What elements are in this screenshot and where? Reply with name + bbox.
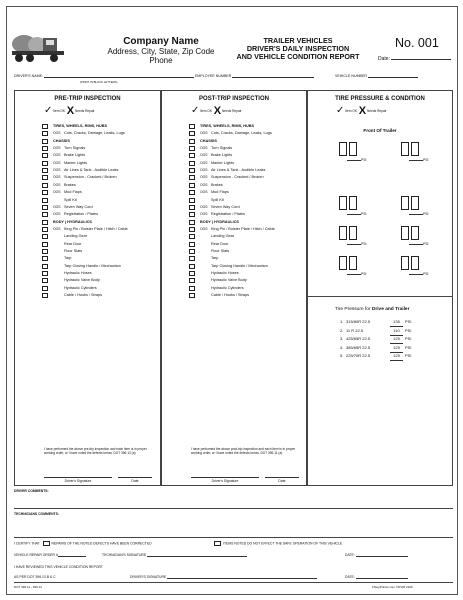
company-name: Company Name	[123, 36, 199, 47]
item-label: Rear Door	[64, 241, 82, 246]
item-checkbox[interactable]	[42, 264, 48, 269]
pressure-unit: PSI	[405, 319, 412, 324]
item-label: Tarp	[64, 256, 72, 261]
tire-icon[interactable]	[339, 196, 347, 210]
tire-icon[interactable]	[411, 256, 419, 270]
item-checkbox[interactable]	[189, 161, 195, 166]
oos-label: OOS	[200, 212, 208, 217]
truck-logo-icon	[10, 30, 68, 64]
vro-field[interactable]	[14, 553, 86, 557]
tire-icon[interactable]	[339, 256, 347, 270]
item-checkbox[interactable]	[189, 286, 195, 291]
tire-icon[interactable]	[411, 196, 419, 210]
item-label: BODY | HYDRAULICS	[53, 219, 92, 224]
tech-date-field[interactable]: DATE:	[345, 553, 408, 557]
legend-ok: Item OK	[53, 108, 65, 113]
tire-icon[interactable]	[349, 142, 357, 156]
tire-icon[interactable]	[339, 226, 347, 240]
legend-ok: Item OK	[200, 108, 212, 113]
item-checkbox[interactable]	[42, 256, 48, 261]
item-label: Hydraulic Valve Body	[211, 278, 247, 283]
tire-size: 11 R 22.5	[346, 327, 364, 333]
item-checkbox[interactable]	[42, 183, 48, 188]
item-label: Hydraulic Hoses	[211, 271, 239, 275]
oos-label: OOS	[53, 131, 61, 136]
oos-label: OOS	[53, 175, 61, 180]
item-label: Suspension - Cracked / Broken	[64, 175, 117, 180]
item-label: Mud Flaps	[64, 190, 82, 195]
vehicle-number-field[interactable]	[335, 74, 418, 78]
tire-legend	[336, 106, 387, 116]
title-line3: AND VEHICLE CONDITION REPORT	[236, 52, 360, 61]
repairs-checkbox[interactable]	[43, 541, 50, 546]
tire-icon[interactable]	[411, 226, 419, 240]
item-label: Marker Lights	[64, 160, 88, 165]
tire-icon[interactable]	[401, 142, 409, 156]
oos-label: OOS	[53, 168, 61, 173]
psi-label: PSI	[423, 272, 429, 276]
item-checkbox[interactable]	[42, 139, 48, 144]
date-label: Date	[378, 56, 389, 62]
item-label: Registration / Plates	[211, 212, 245, 217]
certify-label: I CERTIFY THAT	[14, 541, 40, 546]
pressure-value[interactable]: 135	[390, 318, 403, 327]
oos-label: OOS	[53, 160, 61, 165]
pressure-value[interactable]: 110	[390, 327, 403, 336]
item-checkbox[interactable]	[42, 271, 48, 276]
oos-label: OOS	[200, 182, 208, 187]
item-label: Cuts, Cracks, Damage, Leaks, Lugs	[211, 131, 272, 136]
item-label: CHASSIS	[53, 138, 70, 143]
item-label: Cable / Hooks / Straps	[64, 293, 102, 298]
item-checkbox[interactable]	[42, 220, 48, 225]
item-checkbox[interactable]	[189, 234, 195, 239]
date-field[interactable]: Date:	[378, 56, 451, 62]
psi-label: PSI	[423, 212, 429, 216]
title-line1: TRAILER VEHICLES	[263, 36, 333, 45]
tire-icon[interactable]	[349, 256, 357, 270]
certify-row	[14, 541, 152, 546]
oos-label: OOS	[53, 190, 61, 195]
item-checkbox[interactable]	[42, 205, 48, 210]
pre-trip-certification: I have performed the above pre-trip inspection and each item is in proper working order, or I have noted the defects below. DOT 396.13 (a)	[44, 447, 147, 456]
title-line2: DRIVER'S DAILY INSPECTION	[246, 44, 350, 53]
item-label: Hydraulic Cylinders	[64, 285, 97, 290]
post-signature-label: Driver's Signature	[211, 479, 239, 483]
row-number: 2.	[340, 327, 344, 333]
drivers-sig-label: DRIVER'S SIGNATURE	[130, 575, 167, 579]
item-label: Floor Slats	[211, 248, 230, 253]
items-noted-checkbox[interactable]	[214, 541, 221, 546]
tire-icon[interactable]	[411, 142, 419, 156]
tire-section	[307, 90, 453, 486]
vro-label: VEHICLE REPAIR ORDER #	[14, 553, 58, 557]
item-label: Hydraulic Cylinders	[211, 285, 244, 290]
item-label: Tarp Closing Handle / Mechanism	[211, 263, 268, 268]
oos-label: OOS	[53, 212, 61, 217]
driver-date-field[interactable]: DATE:	[345, 575, 408, 579]
oos-label: OOS	[53, 182, 61, 187]
dot-ref-label: AS PER DOT 396.13 B & C	[14, 575, 56, 579]
item-checkbox[interactable]	[42, 168, 48, 173]
item-label: Turn Signals	[211, 146, 233, 151]
item-checkbox[interactable]	[189, 153, 195, 158]
legend-repair: Needs Repair	[367, 108, 387, 113]
tire-icon[interactable]	[401, 256, 409, 270]
psi-label: PSI	[361, 212, 367, 216]
item-checkbox[interactable]	[42, 242, 48, 247]
item-label: Marker Lights	[211, 160, 235, 165]
item-checkbox[interactable]	[42, 175, 48, 180]
oos-label: OOS	[53, 204, 61, 209]
item-label: Spill Kit	[211, 197, 224, 202]
pressure-unit: PSI	[405, 353, 412, 358]
tire-icon[interactable]	[401, 226, 409, 240]
pressure-unit: PSI	[405, 327, 412, 333]
drive-title-prefix: Tire Pressure for	[335, 307, 372, 312]
oos-label: OOS	[53, 146, 61, 151]
front-of-trailer-label: Front Of Trailer	[363, 128, 397, 133]
psi-field[interactable]	[409, 272, 428, 276]
item-label: Seven Way Cord	[64, 204, 93, 209]
print-note: (PRINT IN BLOCK LETTERS)	[80, 80, 118, 84]
item-checkbox[interactable]	[189, 190, 195, 195]
item-checkbox[interactable]	[42, 278, 48, 283]
item-checkbox[interactable]	[42, 212, 48, 217]
item-label: Seven Way Cord	[211, 204, 240, 209]
checkmark-icon: ✓	[336, 105, 345, 116]
oos-label: OOS	[53, 226, 61, 231]
item-checkbox[interactable]	[189, 227, 195, 232]
item-checkbox[interactable]	[189, 131, 195, 136]
drive-trailer-title	[335, 306, 409, 314]
item-label: Rear Door	[211, 241, 229, 246]
x-mark-icon: X	[358, 105, 367, 117]
item-label: CHASSIS	[200, 138, 217, 143]
psi-label: PSI	[361, 158, 367, 162]
oos-label: OOS	[200, 153, 208, 158]
items-noted-row	[214, 541, 342, 546]
item-checkbox[interactable]	[42, 190, 48, 195]
row-number: 3.	[340, 336, 344, 341]
tire-pressure-row	[340, 352, 411, 361]
drive-title-bold: Drive and Trailer	[371, 307, 410, 312]
psi-field[interactable]	[347, 242, 366, 246]
post-trip-legend	[191, 106, 242, 116]
row-number: 4.	[340, 344, 344, 350]
oos-label: OOS	[53, 153, 61, 158]
pressure-unit: PSI	[405, 344, 412, 350]
psi-field[interactable]	[409, 212, 428, 216]
checkmark-icon: ✓	[44, 105, 53, 116]
form-number: No. 001	[395, 36, 439, 50]
tire-size: 225/70R 22.5	[346, 353, 371, 358]
pre-date-label: Date	[131, 479, 139, 483]
psi-field[interactable]	[409, 158, 428, 162]
oos-label: OOS	[200, 204, 208, 209]
psi-field[interactable]	[347, 272, 366, 276]
footer-left: DOT 396.11 - 396.13	[14, 585, 42, 589]
tire-size: 315/80R 22.5	[346, 319, 371, 324]
item-label: Landing Gear	[64, 234, 88, 239]
tire-heading: TIRE PRESSURE & CONDITION	[335, 96, 425, 102]
tire-icon[interactable]	[339, 142, 347, 156]
post-date-label: Date	[278, 479, 286, 483]
vehicle-number-label: VEHICLE NUMBER	[335, 74, 367, 78]
pre-signature-line[interactable]	[44, 477, 112, 478]
oos-label: OOS	[200, 146, 208, 151]
psi-label: PSI	[361, 272, 367, 276]
pre-signature-label: Driver's Signature	[64, 479, 92, 483]
legend-ok: Item OK	[345, 108, 357, 113]
legend-repair: Needs Repair	[222, 108, 242, 113]
post-trip-heading: POST-TRIP INSPECTION	[199, 96, 269, 102]
pressure-unit: PSI	[405, 336, 412, 341]
item-checkbox[interactable]	[189, 175, 195, 180]
item-checkbox[interactable]	[189, 249, 195, 254]
item-label: Brake Lights	[211, 153, 233, 158]
employee-number-label: EMPLOYEE NUMBER	[195, 74, 232, 78]
drivers-signature-field[interactable]	[130, 575, 317, 579]
repairs-label: REPAIRS OF THE NOTED DEFECTS HAVE BEEN CORRECTED	[51, 541, 152, 546]
post-date-line[interactable]	[265, 477, 299, 478]
tire-size: 425/65R 22.5	[346, 336, 371, 341]
tech-comments-line[interactable]	[14, 537, 453, 538]
oos-label: OOS	[200, 226, 208, 231]
footer-right: 1StopPrinter.com ©DVIR 2226	[372, 585, 413, 589]
psi-label: PSI	[423, 158, 429, 162]
driver-comments-line[interactable]	[14, 508, 453, 509]
tech-date-label: DATE	[345, 553, 354, 557]
item-checkbox[interactable]	[42, 131, 48, 136]
item-checkbox[interactable]	[42, 161, 48, 166]
item-label: Air Lines & Tank - Audible Leaks	[64, 168, 119, 173]
item-checkbox[interactable]	[42, 234, 48, 239]
oos-label: OOS	[200, 175, 208, 180]
item-checkbox[interactable]	[189, 278, 195, 283]
post-signature-line[interactable]	[191, 477, 259, 478]
item-checkbox[interactable]	[42, 153, 48, 158]
item-label: Cuts, Cracks, Damage, Leaks, Lugs	[64, 131, 125, 136]
pre-date-line[interactable]	[118, 477, 152, 478]
item-checkbox[interactable]	[42, 293, 48, 298]
item-label: Brakes	[211, 182, 223, 187]
item-checkbox[interactable]	[189, 139, 195, 144]
item-label: Tarp Closing Handle / Mechanism	[64, 263, 121, 268]
oos-label: OOS	[200, 190, 208, 195]
row-number: 5.	[340, 353, 344, 358]
oos-label: OOS	[200, 131, 208, 136]
item-checkbox[interactable]	[42, 249, 48, 254]
reviewed-label: I HAVE REVIEWED THIS VEHICLE CONDITION REPORT	[14, 565, 103, 569]
item-checkbox[interactable]	[189, 205, 195, 210]
item-label: King Pin / Bolster Plate / Hitch / Cable	[64, 226, 128, 231]
item-label: Hydraulic Valve Body	[64, 278, 100, 283]
row-number: 1.	[340, 319, 344, 324]
item-label: Mud Flaps	[211, 190, 229, 195]
company-address: Address, City, State, Zip Code	[107, 47, 215, 56]
item-label: Floor Slats	[64, 248, 83, 253]
tech-comments-label: TECHNICIANS COMMENTS:	[14, 512, 60, 516]
psi-label: PSI	[361, 242, 367, 246]
item-label: Hydraulic Hoses	[64, 271, 92, 275]
item-checkbox[interactable]	[189, 256, 195, 261]
item-label: TIRES, WHEELS, RIMS, HUBS	[200, 124, 255, 128]
item-label: Tarp	[211, 256, 219, 261]
form-title	[228, 37, 368, 61]
company-phone: Phone	[149, 56, 173, 65]
item-checkbox[interactable]	[189, 220, 195, 225]
item-checkbox[interactable]	[42, 227, 48, 232]
item-label: Registration / Plates	[64, 212, 98, 217]
driver-name-field[interactable]: DRIVER'S NAME:	[14, 74, 194, 78]
pre-trip-heading: PRE-TRIP INSPECTION	[54, 96, 121, 102]
item-checkbox[interactable]	[42, 198, 48, 203]
item-checkbox[interactable]	[189, 264, 195, 269]
psi-field[interactable]	[347, 158, 366, 162]
tire-icon[interactable]	[349, 226, 357, 240]
item-checkbox[interactable]	[189, 242, 195, 247]
tech-signature-field[interactable]	[102, 553, 247, 557]
post-trip-certification: I have performed the above post-trip inspection and each item is in proper working order, or I have noted the defects below. DOT 396.11 (a)	[191, 447, 296, 456]
x-mark-icon: X	[66, 105, 75, 117]
pressure-value[interactable]: 125	[390, 352, 403, 361]
item-label: TIRES, WHEELS, RIMS, HUBS	[53, 124, 108, 128]
driver-name-label: DRIVER'S NAME	[14, 74, 43, 78]
pre-trip-legend	[44, 106, 95, 116]
legend-repair: Needs Repair	[75, 108, 95, 113]
driver-comments-label: DRIVER COMMENTS:	[14, 489, 49, 493]
item-checkbox[interactable]	[189, 271, 195, 276]
footer-line	[14, 582, 453, 583]
item-label: Brake Lights	[64, 153, 86, 158]
psi-field[interactable]	[409, 242, 428, 246]
item-checkbox[interactable]	[42, 146, 48, 151]
oos-label: OOS	[200, 168, 208, 173]
item-checkbox[interactable]	[42, 286, 48, 291]
x-mark-icon: X	[213, 105, 222, 117]
item-checkbox[interactable]	[42, 124, 48, 129]
item-checkbox[interactable]	[189, 183, 195, 188]
tech-sig-label: TECHNICIAN'S SIGNATURE	[102, 553, 147, 557]
item-checkbox[interactable]	[189, 293, 195, 298]
psi-label: PSI	[423, 242, 429, 246]
item-label: Air Lines & Tank - Audible Leaks	[211, 168, 266, 173]
item-checkbox[interactable]	[189, 124, 195, 129]
psi-field[interactable]	[347, 212, 366, 216]
item-label: BODY | HYDRAULICS	[200, 219, 239, 224]
pressure-value[interactable]: 125	[390, 335, 403, 344]
item-label: King Pin / Bolster Plate / Hitch / Cable	[211, 226, 275, 231]
item-label: Turn Signals	[64, 146, 86, 151]
item-label: Suspension - Cracked / Broken	[211, 175, 264, 180]
item-checkbox[interactable]	[189, 212, 195, 217]
tire-size: 385/65R 22.5	[346, 344, 371, 350]
items-noted-label: ITEMS NOTED DO NOT EFFECT THE SAFE OPERATION OF THIS VEHICLE	[223, 541, 343, 546]
item-checkbox[interactable]	[189, 198, 195, 203]
driver-date-label: DATE	[345, 575, 354, 579]
item-label: Landing Gear	[211, 234, 235, 239]
pressure-value[interactable]: 125	[390, 344, 403, 353]
tire-icon[interactable]	[401, 196, 409, 210]
item-checkbox[interactable]	[189, 168, 195, 173]
item-label: Brakes	[64, 182, 76, 187]
item-checkbox[interactable]	[189, 146, 195, 151]
employee-number-field[interactable]	[195, 74, 314, 78]
tire-divider	[307, 296, 453, 297]
checkmark-icon: ✓	[191, 105, 200, 116]
company-block	[86, 36, 236, 65]
oos-label: OOS	[200, 160, 208, 165]
item-label: Cable / Hooks / Straps	[211, 293, 249, 298]
tire-icon[interactable]	[349, 196, 357, 210]
item-label: Spill Kit	[64, 197, 77, 202]
